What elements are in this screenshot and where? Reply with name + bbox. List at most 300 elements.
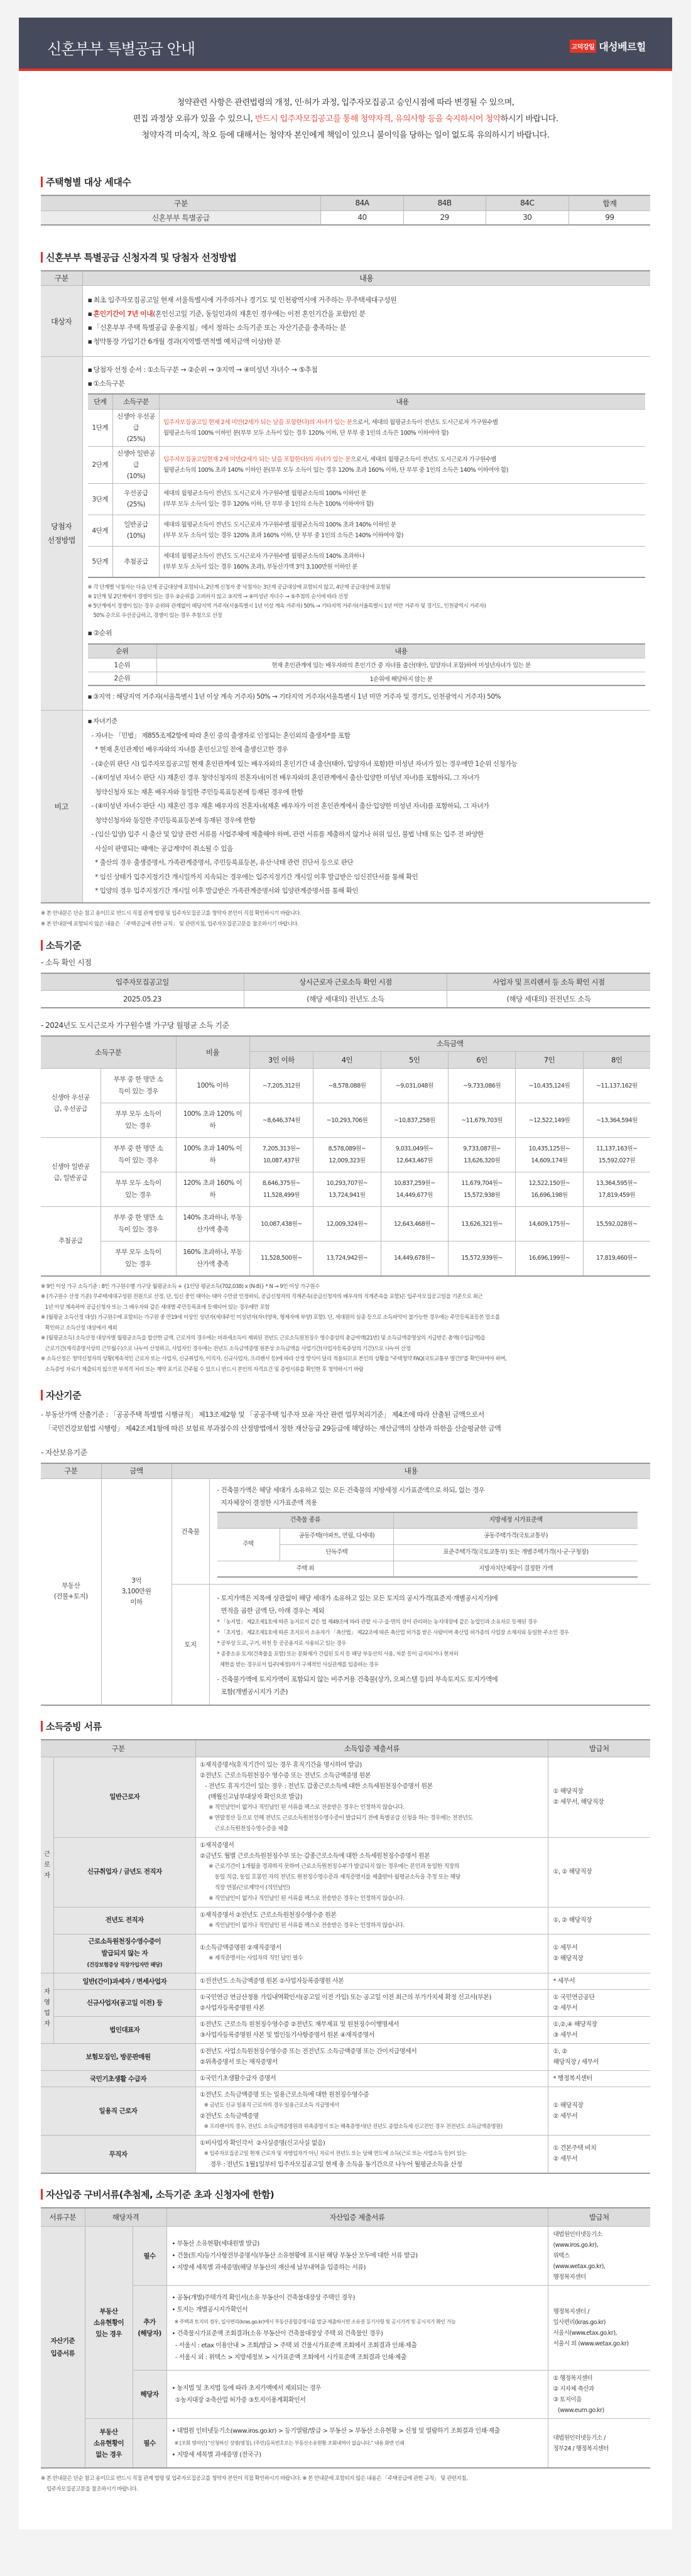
remark-title: ▪ 자녀기준	[88, 714, 646, 729]
target-item: ▪ 청약통장 가입기간 6개월 경과(지역별·면적별 예치금액 이상)한 분	[88, 335, 646, 349]
section-title: 주택형별 대상 세대수	[41, 175, 650, 188]
income-row	[41, 1103, 650, 1138]
target-content	[82, 286, 650, 357]
footnote: ※ 본 안내문에 포함되지 않은 내용은 「주택공급에 관한 규칙」 및 관련지침, 입주자모집공고문을 참조하시기 바랍니다.	[41, 920, 299, 927]
issuer-item: ② 세무서, 해당직장	[553, 1799, 604, 1806]
issuer-item: ① 국민연금공단	[553, 1994, 595, 2001]
building-row	[217, 1561, 638, 1577]
group-char: 영	[44, 1999, 50, 2006]
doc-note: ※ 입주자모집공고일 현재 근로자 및 자영업자가 아닌 자로서 전년도 또는 당해 연도에 소득(근로 또는 사업소득 등)이 있는	[200, 2150, 467, 2157]
table-header-row	[41, 2208, 650, 2227]
category-name: 신규취업자 / 금년도 전직자	[87, 1868, 162, 1875]
group-char: 업	[44, 2010, 50, 2017]
issuer	[548, 2070, 650, 2087]
income-earner: 부부 중 한 명만 소득이 있는 경우	[101, 1069, 176, 1103]
building-text: - 건축물가액은 해당 세대가 소유하고 있는 모든 건축물의 지방세정 시가표준액으로 하되, 없는 경우	[217, 1486, 485, 1494]
income-row	[41, 1172, 650, 1207]
doc-row	[41, 2070, 650, 2087]
issuer	[548, 2227, 650, 2286]
column-header: 구분	[41, 1740, 196, 1757]
column-header: 지방세정 시가표준액	[394, 1512, 638, 1529]
table-header-row	[41, 1463, 650, 1478]
issuer-item: (www.wetax.go.kr),	[553, 2263, 606, 2270]
remark-line: - 자녀는 「민법」 제855조제2항에 따라 혼인 중의 출생자로 인정되는 혼인외의 출생자*를 포함	[91, 731, 351, 740]
issuer	[548, 1973, 650, 1989]
asset-amount-line: 3억	[131, 1576, 141, 1585]
income-note: ※ 9인 이상 가구 소득기준 : 8인 가구원수별 가구당 월평균소득 + {1인당 평균소득(702,038) x (N-8)} * N → 9인 이상 가구원수	[41, 1283, 320, 1290]
issuer-item: ① 해당직장	[553, 2102, 584, 2109]
column-header: 소득구분	[41, 1036, 176, 1069]
issuer-item: 대법원인터넷등기소	[553, 2231, 602, 2238]
building-content	[209, 1478, 650, 1585]
remark-line: 사실이 판명되는 때에는 공급계약이 취소될 수 있음	[91, 844, 233, 853]
stage-row	[88, 446, 646, 483]
footnote: ※ 본 안내문은 단순 참고 용이므로 반드시 직접 관계 법령 및 입주자모집공고를 청약자 본인이 직접 확인하시기 바랍니다.	[41, 910, 302, 917]
section-title: 신혼부부 특별공급 신청자격 및 당첨자 선정방법	[41, 251, 650, 264]
remark-line: - (④미성년 자녀수 판단 시) 재혼인 경우 청약신청자의 전혼자녀(이전 배우자와의 혼인관계에서 출산·입양한 미성년 자녀)를 포함하되, 그 자녀가	[91, 774, 480, 782]
requirement-kind	[133, 2227, 166, 2286]
income-earner: 부부 모두 소득이 있는 경우	[101, 1242, 176, 1276]
building-label: 건축물	[171, 1478, 209, 1585]
income-amount: 10,435,125원~ 14,609,174원	[516, 1138, 583, 1172]
footnote: ※ 본 안내문은 단순 참고 용이므로 반드시 직접 관계 법령 및 입주자모집공고를 청약자 본인이 직접 확인하시기 바랍니다. ※ 본 안내문에 포함되지 않은 내용은 「주택공급에 관한 규칙」 및 관련지침,	[41, 2475, 468, 2482]
remark-line: - (임신·입양) 입주 시 출산 및 입양 관련 서류를 사업주체에 제출해야 하며, 관련 서류를 제출하지 않거나 허위 임신, 불법 낙태 또는 입주 전 파양한	[91, 831, 484, 838]
footnote: 입주자모집공고문을 참조하시기 바랍니다.	[46, 2486, 138, 2492]
remark-line: * 임신 상태가 입주지정기간 개시일까지 지속되는 경우에는 입주지정기간 개시일 이후 발급받은 임신진단서를 통해 확인	[91, 873, 418, 881]
selection-label-line: 선정방법	[47, 536, 75, 545]
stage-number: 2단계	[88, 446, 113, 483]
group-char: 자	[44, 2021, 50, 2028]
issuer	[548, 1837, 650, 1907]
issuer-item: 일사편리(kras.go.kr)	[553, 2319, 606, 2326]
doc-item: ②사업자등록증명원 사본	[200, 2004, 264, 2012]
doc-item: ①국민기초생활수급자 증명서	[200, 2075, 276, 2082]
target-text: (혼인신고일 기준, 동일인과의 재혼인 경우에는 이전 혼인기간을 포함)인 분	[153, 310, 366, 318]
income-amount: 16,696,199원~	[516, 1242, 583, 1276]
selection-label	[41, 357, 82, 711]
selection-row	[41, 357, 650, 711]
stage-row	[88, 409, 646, 446]
land-exception: * 공부상 도로, 구거, 하천 등 공공용지로 사용되고 있는 경우	[217, 1640, 346, 1647]
doc-list	[166, 2371, 548, 2419]
column-header: 건축물 종류	[217, 1512, 394, 1529]
content	[19, 175, 672, 2495]
land-text: - 건축물가액에 토지가액이 포함되지 않는 비주거용 건축물(상가, 오피스텔 등)의 부속토지도 토지가액에	[217, 1676, 498, 1683]
stage-desc-line	[163, 551, 643, 562]
remark-line: * 입양의 경우 입주지정기간 개시일 이후 발급받은 가족관계증명서와 입양관계증명서를 통해 확인	[91, 887, 359, 895]
category-note: (건강보험증상 직장가입자만 해당)	[87, 1962, 163, 1968]
asset-doc-row	[41, 2371, 650, 2419]
column-header: 내용	[171, 1463, 650, 1478]
stage-row	[88, 515, 646, 546]
income-amount: 10,837,259원~ 14,449,677원	[381, 1172, 448, 1207]
target-item	[88, 307, 646, 321]
doc-row	[41, 1989, 650, 2016]
units-table	[41, 195, 650, 226]
doc-list	[196, 1934, 548, 1973]
issuer-item: ① 세무서	[553, 1945, 578, 1951]
doc-item: • 건축물시가표준액 조회결과(소유 부동산이 건축물대장상 주택 외 건축물인 경우)	[171, 2330, 383, 2337]
stage-note: ※ 5단계에서 경쟁이 있는 경우 순위와 관계없이 해당지역 거주자(서울특별시 1년 이상 계속 거주자) 50% → 기타지역 거주자(서울특별시 1년 미만 거주자 및 경기도, 인천광역시 거주자)	[87, 603, 486, 609]
income-ratio: 140% 초과하나, 부동산가액 충족	[176, 1207, 249, 1242]
income-earner: 부부 모두 소득이 있는 경우	[101, 1172, 176, 1207]
group-char: 자	[44, 1989, 50, 1995]
intro-line: 청약관련 사항은 관련법령의 개정, 인·허가 과정, 입주자모집공고 승인시점에 따라 변경될 수 있으며,	[177, 98, 514, 107]
ownership-condition	[85, 2419, 133, 2469]
table-header-row	[41, 271, 650, 286]
table-header-row	[41, 973, 650, 991]
income-earner: 부부 중 한 명만 소득이 있는 경우	[101, 1138, 176, 1172]
doc-item: ①전년도 사업소득원천징수영수증 또는 전전년도 소득금액증명 또는 간이지급명세서	[200, 2048, 417, 2055]
doc-item: (매월신고납부대상자 확인으로 발급)	[200, 1793, 303, 1801]
group-char: 근	[44, 1850, 50, 1858]
remark-line: - (④미성년 자녀수 판단 시) 재혼인 경우 재혼 배우자의 전혼자녀(재혼 배우자가 이전 혼인관계에서 출산·입양한 미성년 자녀)를 포함하되, 그 자녀가	[91, 802, 489, 810]
doc-list	[196, 1907, 548, 1934]
issuer-item: 서울시(www.etax.go.kr),	[553, 2330, 618, 2337]
issuer	[548, 2016, 650, 2043]
column-header: 입주자모집공고일	[41, 973, 244, 991]
income-ratio: 100% 초과 140% 이하	[176, 1138, 249, 1172]
doc-item: ①비사업자 확인각서 ②사실증명(신고사실 없음)	[200, 2139, 325, 2147]
doc-list	[196, 2070, 548, 2087]
issuer	[548, 2286, 650, 2371]
asset-doc-row	[41, 2227, 650, 2286]
doc-item: ①재직증명서 ②전년도 근로소득원천징수영수증 원본	[200, 1911, 337, 1919]
stage-table	[88, 393, 646, 578]
income-group: 신생아 우선공급, 우선공급	[41, 1069, 101, 1138]
doc-item: • 부동산 소유현황(세대원별 발급)	[171, 2240, 259, 2247]
household-size: 7인	[516, 1052, 583, 1069]
condition-line: 없는 경우	[95, 2450, 122, 2459]
issuer-item: ③ 세무서	[553, 2031, 578, 2039]
column-header: 84C	[486, 195, 569, 210]
building-row	[217, 1544, 638, 1561]
issuer	[548, 1757, 650, 1837]
stage-desc	[160, 446, 646, 483]
requirement-kind	[133, 2286, 166, 2371]
income-amount: 17,819,460원~	[583, 1242, 650, 1276]
remark-line: * 현재 혼인관계인 배우자와의 자녀를 혼인신고일 전에 출생신고한 경우	[91, 746, 288, 753]
land-content	[209, 1585, 650, 1706]
income-ratio: 160% 초과하나, 부동산가액 충족	[176, 1242, 249, 1276]
category-name: 전년도 전직자	[105, 1916, 144, 1924]
ownership-condition	[85, 2227, 133, 2419]
asset-doc-row	[41, 2419, 650, 2469]
column-header: 사업자 및 프리랜서 등 소득 확인 시점	[447, 973, 650, 991]
target-label: 대상자	[41, 286, 82, 357]
doc-row	[41, 1973, 650, 1989]
issuer-item: 정부24 / 행정복지센터	[553, 2445, 609, 2452]
income-amount: 14,449,678원~	[381, 1242, 448, 1276]
column-header: 상시근로자 근로소득 확인 시점	[244, 973, 447, 991]
asset-calc-line: 「국민건강보험법 시행령」 제42조제1항에 따른 보험료 부과점수의 산정방법에서 정한 재산등급 29등급에 해당하는 재산금액의 상한과 하한을 산술평균한 금액	[45, 1424, 501, 1433]
stage-type-name: 신생아 일반공급	[117, 449, 155, 469]
doc-item: - 서울시 외 : 위택스 > 지방세정보 > 시가표준액 조회에서 시가표준액 조회결과 인쇄·제출	[171, 2354, 406, 2361]
doc-item: - 서울시 : etax 이용안내 > 조회/발급 > 주택 외 건물시가표준액 조회에서 조회결과 인쇄·제출	[171, 2342, 417, 2349]
issuer-item: ② 세무서	[553, 2112, 578, 2120]
income-amount: 11,137,163원~ 15,592,027원	[583, 1138, 650, 1172]
rank-label: 2순위	[88, 672, 157, 685]
income-amount: 12,643,468원~	[381, 1207, 448, 1242]
remark-line: * 출산의 경우 출생증명서, 가족관계증명서, 주민등록표등본, 유산·낙태 관련 진단서 등으로 판단	[91, 859, 354, 866]
land-text: - 토지가액은 지목에 상관없이 해당 세대가 소유하고 있는 모든 토지의 공시가격(표준지·개별공시지가)에	[217, 1595, 498, 1602]
issuer	[548, 1989, 650, 2016]
stage-number: 5단계	[88, 546, 113, 577]
category-line: 자산기준	[50, 2337, 75, 2345]
remark-content	[82, 711, 650, 903]
stage-row	[88, 483, 646, 515]
requirement-kind	[133, 2371, 166, 2419]
stage-desc-text: 세대의 월평균소득이 전년도 도시근로자 가구원수별 월평균소득의 100% 이하인 분	[163, 490, 366, 497]
doc-row	[41, 2135, 650, 2173]
household-size: 6인	[448, 1052, 515, 1069]
doc-item: ②위촉증명서 또는 재직증명서	[200, 2058, 278, 2066]
stage-percent: (10%)	[126, 472, 146, 480]
stage-desc-line	[163, 488, 643, 499]
income-row	[41, 1207, 650, 1242]
table-header-row	[41, 1036, 650, 1052]
doc-item: • 토지는 개별공시지가확인서	[171, 2306, 248, 2313]
income-note: ※ (월평균소득) 소득산정 대상자별 월평균소득을 합산한 금액. 근로자의 경우에는 비과세소득이 제외된 전년도 근로소득원천징수 영수증상의 총급여액(21번) 및 소득금액증명상의 지급받은 총액(수입금액)을	[41, 1335, 486, 1341]
doc-row	[41, 1837, 650, 1907]
condition-line: 소유현황이	[93, 2439, 124, 2447]
group-char: 자	[44, 1872, 50, 1879]
column-header: 해당자격	[85, 2208, 166, 2227]
stage-desc-line: (부부 모두 소득이 있는 경우 160% 초과), 부동산가액 3억 3,100만원 이하인 분	[163, 563, 357, 570]
doc-item: ①재직증명서(휴직기간이 있는 경우 휴직기간을 명시하여 발급)	[200, 1761, 362, 1769]
unit-count: 40	[321, 210, 403, 225]
column-header: 84B	[403, 195, 486, 210]
intro-notice	[19, 95, 672, 144]
intro-highlight: 반드시 입주자모집공고를 통해 청약자격, 유의사항 등을 숙지하시어 청약	[254, 114, 501, 124]
income-note: ※ 소득산정은 청약신청자의 상황(계속적인 근로자 또는 사업자, 신규취업자, 이직자, 신규사업자, 프리랜서 등)에 따라 산정 방식이 달리 적용되므로 본인의 상황을 "주택청약 FAQ(국토교통부 발간)"를 확인하여야 하며,	[41, 1356, 507, 1362]
land-exception: * 「농지법」 제2조제1호에 따른 농지로서 같은 법 제49조에 따라 관할 시·구·읍·면의 장이 관리하는 농지대장에 같은 농업인과 소유자로 등재된 경우	[217, 1619, 538, 1625]
doc-category: 법인대표자	[53, 2016, 196, 2043]
rank-row	[88, 672, 646, 685]
column-header: 단계	[88, 394, 113, 409]
building-kind: 주택 외	[217, 1561, 394, 1577]
page-card	[19, 18, 672, 2530]
income-check-table	[41, 973, 650, 1008]
building-row	[217, 1528, 638, 1544]
column-header: 서류구분	[41, 2208, 85, 2227]
column-header: 금액	[101, 1463, 171, 1478]
stage-highlight: 입주자모집공고일현재 2세 미만(2세가 되는 날을 포함한다)의 자녀가 있는 분	[163, 456, 351, 463]
column-header: 내용	[160, 394, 646, 409]
intro-text: 하시기 바랍니다.	[500, 114, 558, 124]
land-exception: * 「초지법」 제2조제1호에 따른 초지로서 소유자가 「축산법」 제22조에 따른 축산업 허가를 받은 사람이며 축산업 허가증의 사업장 소재지와 동일한 주소인 경우	[217, 1630, 569, 1636]
asset-docs-table	[41, 2207, 650, 2469]
issuer-item: ① 해당직장	[553, 1788, 584, 1795]
stage-type-name: 신생아 우선공급	[117, 412, 155, 432]
row-label: 신혼부부 특별공급	[41, 210, 321, 225]
doc-note: ※ 직인날인이 없거나 직인날인 된 서류를 팩스로 전송받은 경우는 인정하지 않습니다.	[209, 1922, 405, 1929]
selection-order: ▪ 당첨자 선정 순서 : ①소득구분 → ②순위 → ③지역 → ④미성년 자녀수 → ⑤추첨	[88, 363, 646, 377]
doc-item: ①재직증명서	[200, 1842, 234, 1849]
target-item: ▪ 최초 입주자모집공고일 현재 서울특별시에 거주하거나 경기도 및 인천광역시에 거주하는 무주택세대구성원	[88, 293, 646, 307]
income-amount: ~10,837,258원	[381, 1103, 448, 1138]
building-table	[217, 1512, 638, 1578]
income-amount: 10,293,707원~ 13,724,941원	[313, 1172, 381, 1207]
income-note: ※ (가구원수 산정 기준) 무주택세대구성원 전원으로 산정. 단, 임신 중인 태아는 태아 수만큼 인정하되, 공급신청자의 직계존속(공급신청자의 배우자의 직계존속을 포함)은 입주자모집공고일을 기준으로 최근	[41, 1294, 483, 1300]
doc-category	[53, 1934, 196, 1973]
asset-type	[41, 1478, 101, 1705]
doc-item: ②금년도 월별 근로소득원천징수부 또는 갑종근로소득에 대한 소득세원천징수증명서 원본	[200, 1852, 430, 1860]
intro-text: 편집 과정상 오류가 있을 수 있으니,	[133, 114, 255, 124]
stage-note: ※ 1단계 및 2단계에서 경쟁이 있는 경우 ②순위를 고려하지 않고 ③지역 → ④미성년 자녀수 → ⑤추첨의 순서에 따라 선정	[87, 594, 348, 600]
building-price: 지방자치단체장이 결정한 가액	[394, 1561, 638, 1577]
stage-note: 50% 순으로 우선공급하고, 경쟁이 있는 경우 추첨으로 선정	[93, 613, 222, 619]
income-amount: 10,087,438원~	[249, 1207, 313, 1242]
household-size: 3인 이하	[249, 1052, 313, 1069]
condition-line: 부동산	[99, 2307, 118, 2315]
income-row	[41, 1069, 650, 1103]
income-standard-table	[41, 1035, 650, 1277]
issuer-item: 행정복지센터	[553, 2274, 586, 2281]
section-title: 소득기준	[41, 939, 650, 952]
asset-type-line: 부동산	[62, 1582, 80, 1590]
column-header: 발급처	[548, 1740, 650, 1757]
doc-list	[166, 2286, 548, 2371]
unit-count: 30	[486, 210, 569, 225]
page-title: 신혼부부 특별공급 안내	[47, 40, 195, 58]
selection-content	[82, 357, 650, 711]
income-docs-table	[41, 1739, 650, 2174]
income-ratio: 100% 이하	[176, 1069, 249, 1103]
doc-item: 경우 : 전년도 1월1일부터 입주자모집공고일 현재 총 소득을 동기간으로 나누어 월평균소득을 산정	[200, 2161, 462, 2168]
income-amount: 8,578,089원~ 12,009,323원	[313, 1138, 381, 1172]
intro-line	[19, 111, 672, 128]
stage-type	[113, 515, 160, 546]
column-header: 구분	[41, 271, 82, 286]
column-header: 자산입증 제출서류	[166, 2208, 548, 2227]
household-size: 8인	[583, 1052, 650, 1069]
household-size: 4인	[313, 1052, 381, 1069]
building-house-label: 주택	[217, 1528, 280, 1561]
income-amount: ~11,137,162원	[583, 1069, 650, 1103]
subsection-title: - 소득 확인 시점	[41, 958, 92, 967]
income-earner: 부부 모두 소득이 있는 경우	[101, 1103, 176, 1138]
brand-name: 대성베르힐	[599, 41, 646, 53]
doc-row	[41, 1907, 650, 1934]
kind-line: (해당자)	[138, 2330, 161, 2337]
income-ratio: 120% 초과 160% 이하	[176, 1172, 249, 1207]
issuer-item: ③ 토지이음	[553, 2396, 582, 2403]
doc-category: 국민기초생활 수급자	[41, 2070, 196, 2087]
column-header: 합계	[569, 195, 650, 210]
stage-type	[113, 483, 160, 515]
column-header: 내용	[82, 271, 650, 286]
issuer	[548, 1934, 650, 1973]
building-kind: 단독주택	[280, 1544, 394, 1561]
stage-desc-line: 월평균소득의 100% 이하인 분(부부 모두 소득이 있는 경우 120% 이하, 단 부부 중 1인의 소득은 100% 이하여야 함)	[163, 429, 449, 437]
land-text: 포함(개별공시지가 기준)	[220, 1688, 288, 1696]
income-row	[41, 1242, 650, 1276]
income-amount: 13,724,942원~	[313, 1242, 381, 1276]
doc-item: • 공동(개별)주택가격 확인서(소유 부동산이 건축물대장상 주택인 경우)	[171, 2295, 356, 2301]
issuer-item: * 세무서	[553, 1977, 575, 1985]
income-amount: 7,205,313원~ 10,087,437원	[249, 1138, 313, 1172]
income-amount: 12,009,324원~	[313, 1207, 381, 1242]
building-price: 공동주택가격(국토교통부)	[394, 1528, 638, 1544]
stage-percent: (25%)	[126, 435, 146, 443]
doc-category	[53, 1837, 196, 1907]
stage-desc-line: 월평균소득의 100% 초과 140% 이하인 분(부부 모두 소득이 있는 경우 120% 초과 160% 이하, 단 부부 중 1인의 소득은 140% 이하여야 함)	[163, 466, 508, 474]
column-header: 소득구분	[113, 394, 160, 409]
issuer-item: (www.iros.go.kr),	[553, 2242, 599, 2249]
brand-tag: 고덕강일	[570, 40, 597, 53]
stage-number: 4단계	[88, 515, 113, 546]
intro-line: 청약자격 미숙지, 착오 등에 대해서는 청약자 본인에게 책임이 있으니 불이익을 당하는 일이 없도록 유의하시기 바랍니다.	[141, 131, 550, 140]
income-note: 근로기간(재직증명서상의 근무월수)으로 나누어 산정하고, 사업자인 경우에는 전년도 소득금액증명 원본상 소득금액을 사업기간(사업자등록증상의 기간)으로 나누어 산정	[41, 1345, 411, 1352]
self-employed-group-label	[41, 1973, 53, 2043]
doc-note: ※ [조회 명의인] "신청하신 성명(명칭), (주민)등록번호로는 부동산소유현황 조회내역이 없습니다." 내용 화면 인쇄	[171, 2440, 405, 2446]
brand-logo	[570, 39, 646, 53]
stage-desc	[160, 409, 646, 446]
issuer	[548, 2419, 650, 2469]
table-cell: 2025.05.23	[41, 991, 244, 1008]
table-row	[41, 210, 650, 225]
doc-item: • 대법원 인터넷등기소(www.iros.go.kr) > 등기열람/발급 > 부동산 > 부동산 소유현황 > 신청 및 열람하기 조회결과 인쇄·제출	[171, 2428, 500, 2435]
income-note: 소득증빙 자료가 제출되지 않으면 부적격 처리 또는 계약 포기로 간주될 수 있으니 반드시 본인의 자격요건 및 증빙서류를 확인한 후 청약하시기 바람	[41, 1366, 364, 1373]
doc-note: ※ 직인날인이 없거나 직인날인 된 서류를 팩스로 전송받은 경우는 인정하지 않습니다.	[209, 1804, 405, 1811]
rank-desc: 1순위에 해당하지 않는 분	[157, 672, 646, 685]
category-line: 입증서류	[50, 2349, 75, 2357]
stage-type-name: 추첨공급	[124, 557, 148, 565]
building-text: 지자체장이 결정한 시가표준액 적용	[220, 1498, 317, 1507]
issuer-item: 행정복지센터 /	[553, 2308, 589, 2315]
issuer-item: ① 견본주택 비치	[553, 2145, 597, 2152]
doc-item: ①전전년도 소득금액증명 원본 ②사업자등록증명원 사본	[200, 1977, 344, 1985]
stage-desc-line: (부부 모두 소득이 있는 경우 120% 이하, 단 부부 중 1인의 소득은 100% 이하여야 함)	[163, 501, 374, 508]
qualification-table	[41, 270, 650, 903]
rank-header-row	[88, 644, 646, 658]
income-row	[41, 1138, 650, 1172]
stage-percent: (25%)	[126, 501, 146, 508]
issuer-item: 대법원인터넷등기소 /	[553, 2434, 606, 2442]
income-amount: ~11,679,703원	[448, 1103, 515, 1138]
asset-amount	[101, 1478, 171, 1705]
unit-count: 29	[403, 210, 486, 225]
target-row	[41, 286, 650, 357]
target-item: ▪ 「신혼부부 주택 특별공급 운용지침」에서 정하는 소득기준 또는 자산기준을 충족하는 분	[88, 321, 646, 335]
stage-desc-text: 으로서, 세대의 월평균소득이 전년도 도시근로자 가구원수별	[350, 456, 497, 463]
doc-note: 동일 직급, 동일 호봉인 자의 전년도 원천징수영수증과 재직증명서를 제출받아 월평균소득을 추정 또는 해당	[209, 1874, 460, 1880]
income-amount: ~10,293,706원	[313, 1103, 381, 1138]
doc-row	[41, 2016, 650, 2043]
column-header: 소득입증 제출서류	[196, 1740, 548, 1757]
doc-item: • 지방세 세목별 과세증명(해당 부동산의 재산세 납부내역을 입증하는 서류)	[171, 2264, 366, 2271]
rank-desc: 현재 혼인관계에 있는 배우자와의 혼인기간 중 자녀를 출산(태아, 입양자녀 포함)하여 미성년자녀가 있는 분	[157, 658, 646, 672]
doc-category	[53, 1907, 196, 1934]
land-text: 면적을 곱한 금액 단, 아래 경우는 제외	[220, 1607, 325, 1615]
doc-item: ①전년도 소득금액증명 또는 일용근로소득에 대한 원천징수영수증	[200, 2091, 369, 2098]
income-amount: 15,572,939원~	[448, 1242, 515, 1276]
condition-line: 있는 경우	[95, 2330, 122, 2338]
asset-building-row	[41, 1478, 650, 1585]
income-class-title: ▪ ①소득구분	[88, 377, 646, 391]
income-amount: 9,031,049원~ 12,643,467원	[381, 1138, 448, 1172]
category-name: 근로소득원천징수영수증이	[88, 1937, 161, 1945]
asset-calc-line: - 부동산가액 산출기준 : 「공공주택 특별법 시행규칙」 제13조제2항 및 「공공주택 입주자 보유 자산 관련 업무처리기준」 제4조에 따라 산출된 금액으로서	[41, 1411, 484, 1419]
doc-list	[196, 2016, 548, 2043]
table-header-row	[217, 1512, 638, 1529]
asset-amount-line: 3,100만원	[121, 1587, 151, 1595]
doc-row	[41, 2043, 650, 2070]
income-note: 1년 이상 계속하여 공급신청자 또는 그 배우자와 같은 세대별 주민등록표에 등재되어 있는 경우에만 포함	[41, 1304, 270, 1311]
issuer-item: ①,②,④ 해당직장	[553, 2021, 597, 2028]
issuer-item: ② 지자체 축산과	[553, 2386, 594, 2393]
